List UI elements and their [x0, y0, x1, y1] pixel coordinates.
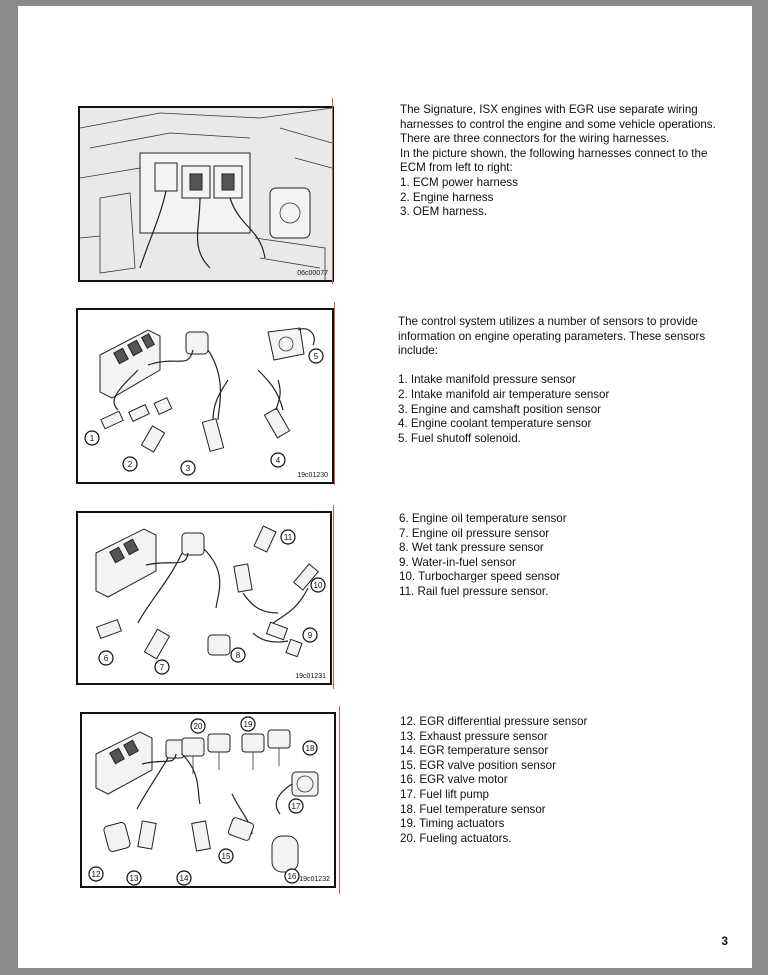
- figure-code: 19c01232: [299, 876, 330, 883]
- list-item: 1. Intake manifold pressure sensor: [398, 373, 576, 387]
- callout-19: 19: [243, 720, 253, 729]
- section-4-text: [400, 715, 720, 846]
- ecm-engine-illustration: [80, 108, 332, 280]
- manual-page: [18, 6, 752, 968]
- list-item: 13. Exhaust pressure sensor: [400, 729, 548, 743]
- list-item: 3. OEM harness.: [400, 205, 487, 219]
- list-item: 1. ECM power harness: [400, 175, 518, 189]
- callout-2: 2: [127, 460, 133, 469]
- callout-20: 20: [193, 722, 203, 731]
- margin-rule: [332, 98, 333, 284]
- list-item: 19. Timing actuators: [400, 817, 505, 831]
- list-item: 12. EGR differential pressure sensor: [400, 715, 588, 728]
- sensors-illustration-b: [78, 513, 330, 683]
- list-item: 18. Fuel temperature sensor: [400, 802, 546, 816]
- callout-17: 17: [291, 802, 301, 811]
- sensor-list-c: [400, 715, 720, 846]
- sensors-illustration-c: [82, 714, 334, 886]
- paragraph: There are three connectors for the wiring harnesses.: [400, 132, 670, 146]
- figure-code: 19c01230: [297, 472, 328, 479]
- margin-rule: [334, 302, 335, 485]
- callout-14: 14: [179, 874, 189, 883]
- list-item: 3. Engine and camshaft position sensor: [398, 402, 602, 416]
- list-item: 7. Engine oil pressure sensor: [399, 526, 550, 540]
- callout-11: 11: [283, 533, 293, 542]
- callout-3: 3: [185, 464, 191, 473]
- callout-12: 12: [91, 870, 101, 879]
- list-item: 4. Engine coolant temperature sensor: [398, 417, 592, 431]
- list-item: 11. Rail fuel pressure sensor.: [399, 584, 549, 598]
- harness-list: [400, 176, 720, 220]
- callout-15: 15: [221, 852, 231, 861]
- callout-16: 16: [287, 872, 297, 881]
- figure-code: 19c01231: [295, 673, 326, 680]
- section-3-text: [399, 512, 719, 600]
- list-item: 2. Intake manifold air temperature sensor: [398, 387, 610, 401]
- paragraph: The Signature, ISX engines with EGR use separate wiring harnesses to control the engine and some vehicle operations.: [400, 103, 716, 131]
- page-number: 3: [721, 934, 728, 948]
- list-item: 6. Engine oil temperature sensor: [399, 512, 567, 525]
- callout-1: 1: [89, 434, 95, 443]
- figure-code: 06c00077: [297, 270, 328, 277]
- list-item: 9. Water-in-fuel sensor: [399, 555, 516, 569]
- sensors-illustration-a: [78, 310, 332, 482]
- margin-rule: [339, 706, 340, 894]
- section-2-text: [398, 315, 718, 446]
- ecm-harness-figure: [78, 106, 334, 282]
- callout-8: 8: [235, 651, 241, 660]
- paragraph: In the picture shown, the following harnesses connect to the ECM from left to right:: [400, 146, 708, 175]
- callout-10: 10: [313, 581, 323, 590]
- sensors-figure-a: [76, 308, 334, 484]
- sensor-list-a: [398, 373, 718, 446]
- list-item: 10. Turbocharger speed sensor: [399, 570, 561, 584]
- list-item: 16. EGR valve motor: [400, 773, 508, 787]
- sensors-figure-c: [80, 712, 336, 888]
- callout-13: 13: [129, 874, 139, 883]
- sensor-list-b: [399, 512, 719, 600]
- callout-4: 4: [275, 456, 281, 465]
- paragraph: The control system utilizes a number of sensors to provide information on engine operating parameters. These sensors include:: [398, 315, 706, 358]
- list-item: 17. Fuel lift pump: [400, 787, 489, 801]
- callout-5: 5: [313, 352, 319, 361]
- section-1-text: [400, 103, 720, 220]
- callout-7: 7: [159, 663, 165, 672]
- callout-18: 18: [305, 744, 315, 753]
- callout-9: 9: [307, 631, 313, 640]
- list-item: 2. Engine harness: [400, 190, 494, 204]
- sensors-figure-b: [76, 511, 332, 685]
- list-item: 15. EGR valve position sensor: [400, 758, 556, 772]
- margin-rule: [333, 505, 334, 689]
- list-item: 20. Fueling actuators.: [400, 831, 512, 845]
- callout-6: 6: [103, 654, 109, 663]
- list-item: 8. Wet tank pressure sensor: [399, 541, 544, 555]
- list-item: 5. Fuel shutoff solenoid.: [398, 431, 521, 445]
- list-item: 14. EGR temperature sensor: [400, 744, 549, 758]
